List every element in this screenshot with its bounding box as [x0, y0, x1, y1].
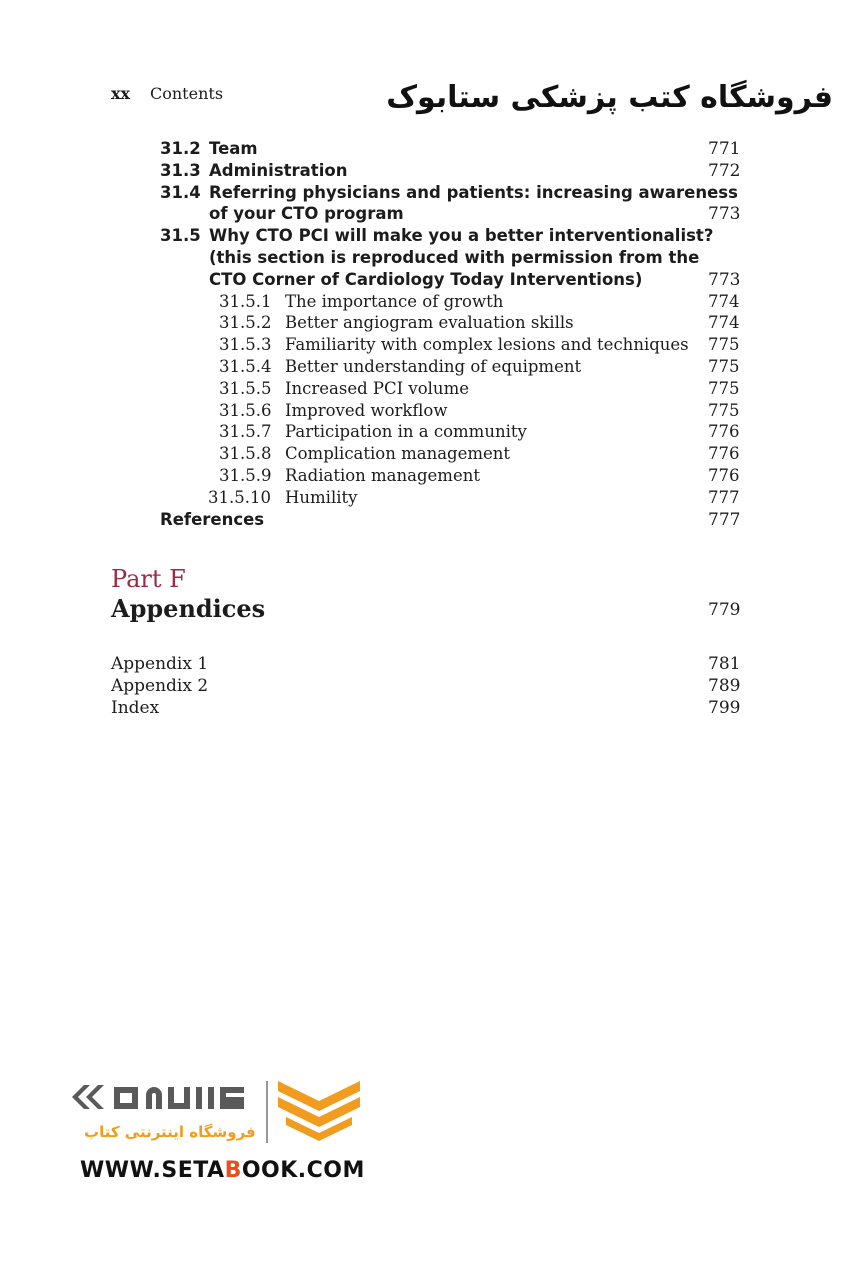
setabook-logo [70, 1075, 370, 1155]
toc-entry-number: 31.3 [160, 160, 201, 180]
toc-entry-title: References [160, 509, 265, 529]
appendix-page: 789 [708, 676, 741, 696]
toc-entry-number: 31.5.6 [219, 400, 272, 420]
toc-entry-page: 776 [708, 466, 740, 485]
toc-entry-page: 773 [708, 269, 741, 290]
toc-entry-number: 31.4 [160, 182, 201, 202]
website-url[interactable] [80, 1158, 365, 1183]
toc-entry-title: Humility [285, 487, 358, 507]
appendix-title: Appendix 2 [111, 676, 209, 696]
toc-entry [0, 139, 859, 161]
url-suffix: OOK.COM [241, 1158, 365, 1183]
toc-entry-title: Administration [209, 160, 348, 180]
toc-entry-title: Referring physicians and patients: increasing awareness [209, 182, 738, 202]
toc-entry-title: Familiarity with complex lesions and techniques [285, 335, 689, 355]
toc-entry-title: CTO Corner of Cardiology Today Interventions) [209, 269, 643, 289]
toc-entry-number: 31.5.10 [208, 487, 271, 507]
toc-entry-page: 772 [708, 160, 741, 181]
toc-entry [0, 161, 859, 183]
toc-entry-number: 31.5.9 [219, 466, 272, 485]
toc-entry-title: Better understanding of equipment [285, 357, 582, 376]
toc-entry-page: 773 [708, 204, 741, 225]
toc-entry [0, 270, 859, 292]
toc-entry-title: Radiation management [285, 466, 480, 485]
appendix-title: Appendix 1 [111, 654, 209, 674]
toc-entry [0, 226, 859, 248]
appendix-title: Index [111, 698, 160, 718]
toc-entry [0, 488, 859, 510]
logo-wordmark [70, 1075, 260, 1129]
appendix-page: 781 [708, 654, 741, 674]
toc-entry-title: Better angiogram evaluation skills [285, 313, 574, 333]
toc-entry-title: Improved workflow [285, 400, 448, 420]
part-page-number: 779 [708, 600, 741, 620]
page-number: xx [111, 84, 131, 103]
toc-entry [0, 466, 859, 488]
toc-entry-title: Participation in a community [285, 422, 527, 442]
toc-entry [0, 401, 859, 423]
toc-entry [0, 422, 859, 444]
toc-entry-number: 31.5.4 [219, 357, 272, 376]
toc-entry-number: 31.2 [160, 139, 201, 158]
toc-entry-page: 775 [708, 357, 740, 376]
toc-entry [0, 357, 859, 379]
toc-entry-page: 771 [708, 139, 741, 159]
toc-entry-title: Complication management [285, 444, 511, 464]
book-chevron-icon [276, 1077, 362, 1145]
part-title: Appendices [111, 594, 266, 623]
appendix-page: 799 [708, 698, 741, 718]
toc-entry [0, 510, 859, 532]
toc-entry-title: Why CTO PCI will make you a better interventionalist? [209, 226, 714, 246]
toc-entry-number: 31.5.7 [219, 422, 272, 442]
logo-wordmark-icon [70, 1075, 260, 1119]
toc-entry-number: 31.5.3 [219, 335, 272, 355]
store-title: فروشگاه کتب پزشکی ستابوک [386, 80, 833, 115]
toc-entry-page: 776 [708, 444, 740, 464]
toc-entry-title: (this section is reproduced with permission from the [209, 248, 700, 267]
toc-entry [0, 335, 859, 357]
logo-divider [266, 1081, 268, 1143]
toc-entry-number: 31.5.2 [219, 313, 272, 333]
toc-entry [0, 379, 859, 401]
toc-entry-page: 776 [708, 422, 740, 442]
logo-subtitle: فروشگاه اینترنتی کتاب [84, 1123, 256, 1141]
toc-entry [0, 204, 859, 226]
running-header: Contents [150, 84, 224, 103]
url-accent: B [224, 1158, 242, 1183]
toc-entry-page: 775 [708, 335, 740, 355]
toc-entry-page: 775 [708, 378, 740, 398]
toc-entry-page: 777 [708, 487, 740, 507]
toc-entry-page: 774 [708, 291, 740, 311]
toc-entry [0, 183, 859, 205]
toc-entry-number: 31.5.5 [219, 378, 272, 398]
toc-entry [0, 292, 859, 314]
toc-entry [0, 248, 859, 270]
toc-entry-title: The importance of growth [285, 291, 504, 311]
toc-entry-title: of your CTO program [209, 204, 404, 224]
toc-entry [0, 444, 859, 466]
toc-entry-page: 777 [708, 509, 741, 530]
toc-entry-page: 774 [708, 313, 740, 333]
toc-entry-page: 775 [708, 400, 740, 420]
toc-entry-number: 31.5 [160, 226, 201, 246]
toc-entry [0, 313, 859, 335]
toc-entry-title: Team [209, 139, 258, 158]
toc-entry-number: 31.5.1 [219, 291, 272, 311]
url-prefix: WWW.SETA [80, 1158, 225, 1183]
toc-entry-number: 31.5.8 [219, 444, 272, 464]
toc-entry-title: Increased PCI volume [285, 378, 469, 398]
part-label: Part F [111, 565, 186, 593]
